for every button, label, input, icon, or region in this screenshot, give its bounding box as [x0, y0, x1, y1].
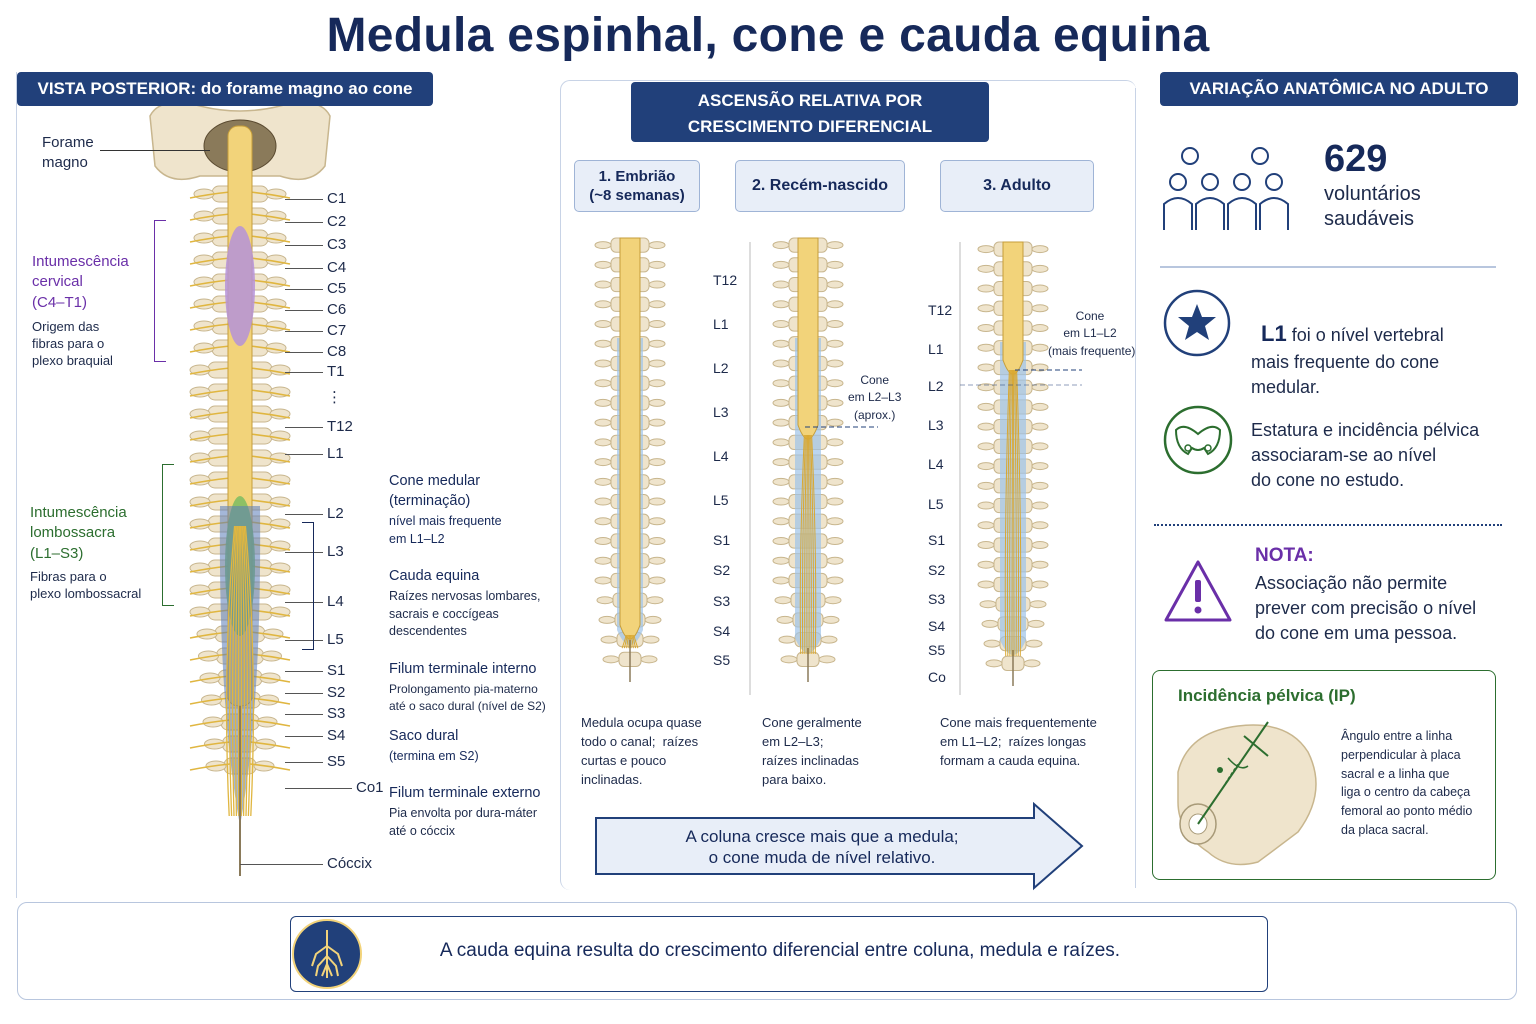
annotation-title: Filum terminale externo	[389, 785, 541, 801]
vertebral-level-label: C7	[327, 322, 347, 339]
level-leader-line	[240, 864, 323, 865]
annotation-desc: Raízes nervosas lombares, sacrais e coccígeas descendentes	[389, 589, 541, 638]
scale-level-label: L4	[928, 456, 944, 472]
scale-level-label: L4	[713, 448, 729, 464]
annotation-desc: (termina em S2)	[389, 749, 479, 763]
scale-level-label: S1	[928, 532, 946, 548]
stage-embryo-box: 1. Embrião (~8 semanas)	[574, 160, 700, 212]
lumbosacral-enlargement-title: Intumescência lombossacra (L1–S3)	[30, 504, 127, 562]
vertebral-level-label: C4	[327, 259, 347, 276]
scale-level-label: S5	[713, 652, 731, 668]
right-dotted-divider	[1154, 524, 1502, 526]
annotation-desc: nível mais frequente em L1–L2	[389, 514, 502, 546]
note-title: NOTA:	[1255, 545, 1314, 566]
scale-level-label: L3	[713, 404, 729, 420]
star-badge-icon	[1162, 288, 1232, 358]
vertebral-level-label: ⋮	[327, 389, 342, 406]
pelvis-icon	[1162, 404, 1234, 476]
scale-level-label: L5	[928, 496, 944, 512]
newborn-spine	[773, 238, 843, 682]
middle-panel-header: ASCENSÃO RELATIVA POR CRESCIMENTO DIFERENCIAL	[631, 82, 989, 142]
scale-level-label: S4	[713, 623, 731, 639]
cervical-enlargement-title: Intumescência cervical (C4–T1)	[32, 253, 129, 311]
scale-level-label: S3	[713, 593, 731, 609]
annotation-desc: Pia envolta por dura-máter até o cóccix	[389, 806, 537, 838]
level-leader-line	[285, 352, 323, 353]
note-text: Associação não permite prever com precisão o nível do cone em uma pessoa.	[1255, 573, 1477, 644]
pelvic-incidence-title: Incidência pélvica (IP)	[1178, 686, 1356, 705]
l1-finding	[1251, 294, 1444, 400]
scale-level-label: L5	[713, 492, 729, 508]
vertebral-level-label: S4	[327, 727, 346, 744]
scale-level-label: T12	[713, 272, 738, 288]
people-group-icon	[1160, 146, 1296, 236]
level-leader-line	[285, 331, 323, 332]
vertebral-level-label: L4	[327, 593, 344, 610]
scale-level-label: S1	[713, 532, 731, 548]
participant-count: 629	[1324, 138, 1388, 180]
scale-level-label: L1	[713, 316, 729, 332]
scale-level-label: L3	[928, 417, 944, 433]
vertebral-level-label: S1	[327, 662, 346, 679]
warning-icon	[1162, 558, 1234, 624]
vertebral-level-label: C3	[327, 236, 347, 253]
nerve-root-icon	[288, 918, 366, 990]
stage-adult-box: 3. Adulto	[940, 160, 1094, 212]
growth-arrow-text: A coluna cresce mais que a medula; o cone muda de nível relativo.	[685, 827, 959, 868]
forame-magno-label: Forame magno	[42, 134, 94, 171]
vertebral-level-label: Cóccix	[327, 855, 373, 872]
l1-strong-label: L1	[1261, 321, 1287, 347]
annotation-title: Cone medular (terminação)	[389, 473, 481, 509]
vertebral-level-label: S2	[327, 684, 346, 701]
vertebral-level-label: T12	[327, 418, 353, 435]
spinal-cord-shape	[1003, 242, 1023, 374]
spinal-cord-shape	[798, 238, 818, 439]
level-leader-line	[285, 736, 323, 737]
scale-level-label: L2	[928, 378, 944, 394]
participant-count-label: voluntários saudáveis	[1324, 183, 1421, 230]
left-panel-header: VISTA POSTERIOR: do forame magno ao cone	[17, 72, 433, 106]
right-panel-header: VARIAÇÃO ANATÔMICA NO ADULTO	[1160, 72, 1518, 106]
cervical-bracket	[154, 220, 166, 362]
right-divider-1	[1160, 266, 1496, 268]
forame-leader-line	[100, 150, 210, 151]
pelvic-incidence-desc: Ângulo entre a linha perpendicular à placa sacral e a linha que liga o centro da cabeça femoral ao ponto médio da placa sacral.	[1341, 729, 1473, 837]
embryo-caption: Medula ocupa quase todo o canal; raízes curtas e pouco inclinadas.	[581, 715, 702, 787]
newborn-cone-label: Cone em L2–L3 (aprox.)	[848, 373, 902, 422]
newborn-caption: Cone geralmente em L2–L3; raízes inclinadas para baixo.	[762, 715, 862, 787]
page-title: Medula espinhal, cone e cauda equina	[326, 9, 1210, 62]
level-leader-line	[285, 693, 323, 694]
vertebral-level-label: L1	[327, 445, 344, 462]
level-leader-line	[285, 514, 323, 515]
scale-level-label: Co	[928, 669, 946, 685]
vertebral-level-label: Co1	[356, 779, 384, 796]
level-leader-line	[285, 714, 323, 715]
vertebral-level-label: C6	[327, 301, 347, 318]
vertebral-level-label: C5	[327, 280, 347, 297]
pelvic-finding-text: Estatura e incidência pélvica associaram-se ao nível do cone no estudo.	[1251, 420, 1480, 491]
scale-level-label: L2	[713, 360, 729, 376]
level-leader-line	[285, 310, 323, 311]
l1-finding-text: foi o nível vertebral mais frequente do cone medular.	[1251, 325, 1444, 398]
development-stages-diagram	[560, 220, 1136, 800]
level-leader-line	[285, 222, 323, 223]
adult-cone-label: Cone em L1–L2 (mais frequente)	[1048, 309, 1136, 358]
scale-level-label: T12	[928, 302, 953, 318]
annotation-title: Cauda equina	[389, 568, 480, 584]
vertebral-level-label: L2	[327, 505, 344, 522]
vertebral-level-label: C8	[327, 343, 347, 360]
vertebral-level-label: S3	[327, 705, 346, 722]
vertebral-level-label: L3	[327, 543, 344, 560]
level-leader-line	[285, 268, 323, 269]
level-leader-line	[285, 199, 323, 200]
level-leader-line	[285, 671, 323, 672]
cervical-enlargement-shape	[225, 226, 255, 346]
vertebral-level-label: S5	[327, 753, 346, 770]
scale-level-label: S4	[928, 618, 946, 634]
annotation-title: Filum terminale interno	[389, 661, 537, 677]
cervical-enlargement-desc: Origem das fibras para o plexo braquial	[32, 319, 113, 368]
level-leader-line	[285, 788, 352, 789]
vertebral-level-label: T1	[327, 363, 345, 380]
scale-level-label: S3	[928, 591, 946, 607]
level-leader-line	[285, 762, 323, 763]
dural-sac-shape	[1000, 342, 1026, 655]
scale-level-label: L1	[928, 341, 944, 357]
level-leader-line	[285, 289, 323, 290]
embryo-spine	[595, 238, 665, 682]
adult-caption: Cone mais frequentemente em L1–L2; raízes longas formam a cauda equina.	[940, 715, 1097, 768]
footer-text: A cauda equina resulta do crescimento diferencial entre coluna, medula e raízes.	[439, 940, 1121, 961]
scale-level-label: S5	[928, 642, 946, 658]
spinal-cord-shape	[620, 238, 640, 639]
cauda-equina-bracket	[302, 522, 314, 650]
vertebral-level-label: C1	[327, 190, 347, 207]
level-leader-line	[285, 454, 323, 455]
lumbosacral-enlargement-desc: Fibras para o plexo lombossacral	[30, 569, 142, 601]
lumbosacral-bracket	[162, 464, 174, 606]
vertebral-level-label: C2	[327, 213, 347, 230]
level-leader-line	[285, 427, 323, 428]
adult-spine	[978, 242, 1048, 686]
scale-level-label: S2	[713, 562, 731, 578]
annotation-title: Saco dural	[389, 728, 459, 744]
annotation-desc: Prolongamento pia-materno até o saco dural (nível de S2)	[389, 682, 546, 713]
scale-level-label: S2	[928, 562, 946, 578]
level-leader-line	[285, 245, 323, 246]
vertebral-level-label: L5	[327, 631, 344, 648]
pelvic-incidence-diagram	[1168, 712, 1338, 872]
stage-newborn-box: 2. Recém-nascido	[735, 160, 905, 212]
level-leader-line	[285, 372, 323, 373]
